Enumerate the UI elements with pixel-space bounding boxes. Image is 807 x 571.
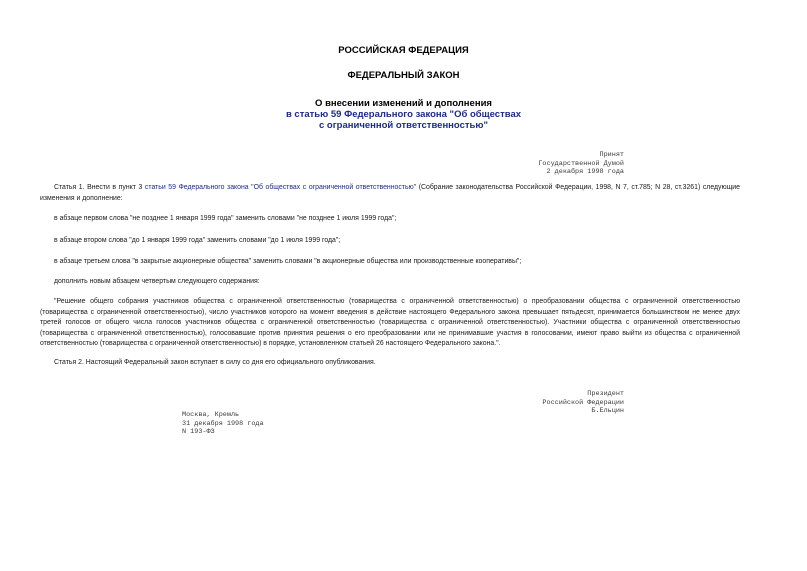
law-type-heading: ФЕДЕРАЛЬНЫЙ ЗАКОН <box>347 70 460 81</box>
article-1 <box>40 183 740 204</box>
amendment-item-2: в абзаце втором слова "до 1 января 1999 года" заменить словами "до 1 июля 1999 года"; <box>54 237 341 244</box>
signer-title: Президент <box>587 390 624 398</box>
law-title-line1: О внесении изменений и дополнения <box>315 98 492 109</box>
amendment-item-4: дополнить новым абзацем четвертым следующего содержания: <box>54 278 260 285</box>
amendment-item-3: в абзаце третьем слова "в закрытые акционерные общества" заменить словами "в акционерные общества или производственные кооперативы"; <box>54 258 522 265</box>
article-1-link[interactable]: статьи 59 Федерального закона "Об обществах с ограниченной ответственностью" <box>144 184 417 191</box>
adoption-note-line1: Принят <box>599 151 624 159</box>
law-title <box>0 98 807 131</box>
place-date-block <box>182 411 264 437</box>
law-number-line: N 193-ФЗ <box>182 428 215 437</box>
place-line: Москва, Кремль <box>182 411 240 419</box>
adoption-note-line3: 2 декабря 1998 года <box>546 168 624 177</box>
new-paragraph-quote <box>40 297 740 350</box>
signer-country: Российской Федерации <box>542 398 624 407</box>
date-line: 31 декабря 1998 года <box>182 419 264 428</box>
law-title-link-line2[interactable]: в статью 59 Федерального закона "Об обществах <box>285 109 522 120</box>
amendment-item-1: в абзаце первом слова "не позднее 1 января 1999 года" заменить словами "не позднее 1 июля 1999 года"; <box>54 215 397 222</box>
article-1-suffix: (Собрание законодательства Российской Федерации, 1998, N 7, ст.785; N 28, ст.3261) следующие изменения и дополнение: <box>40 184 740 202</box>
article-2: Статья 2. Настоящий Федеральный закон вступает в силу со дня его официального опубликования. <box>54 359 376 366</box>
adoption-note-line2: Государственной Думой <box>538 159 624 168</box>
quote-text: "Решение общего собрания участников общества с ограниченной ответственностью (товарищества с ограниченной ответственностью) о преобразовании общества с ограниченной ответственностью (товарищества с ограниченной ответственностью), число участников которого на момент введения в действие настоящего Федерального закона превышает пятьдесят, принимается большинством не менее двух третей голосов от общего числа голосов участников общества с ограниченной ответственностью (товарищества с ограниченной ответственностью). Участники общества с ограниченной ответственностью (товарищества с ограниченной ответственностью), голосовавшие против принятия решения о его преобразовании или не принимавшие участия в голосовании, имеют право выйти из общества с ограниченной ответственностью (товарищества с ограниченной ответственностью) в порядке, установленном статьей 26 настоящего Федерального закона.". <box>40 298 740 347</box>
signature-block <box>542 390 624 416</box>
adoption-note <box>538 151 624 177</box>
signer-name: Б.Ельцин <box>591 407 624 416</box>
law-title-link-line3[interactable]: с ограниченной ответственностью" <box>318 120 488 131</box>
article-1-prefix: Статья 1. Внести в пункт 3 <box>54 184 145 191</box>
country-heading: РОССИЙСКАЯ ФЕДЕРАЦИЯ <box>338 45 469 56</box>
